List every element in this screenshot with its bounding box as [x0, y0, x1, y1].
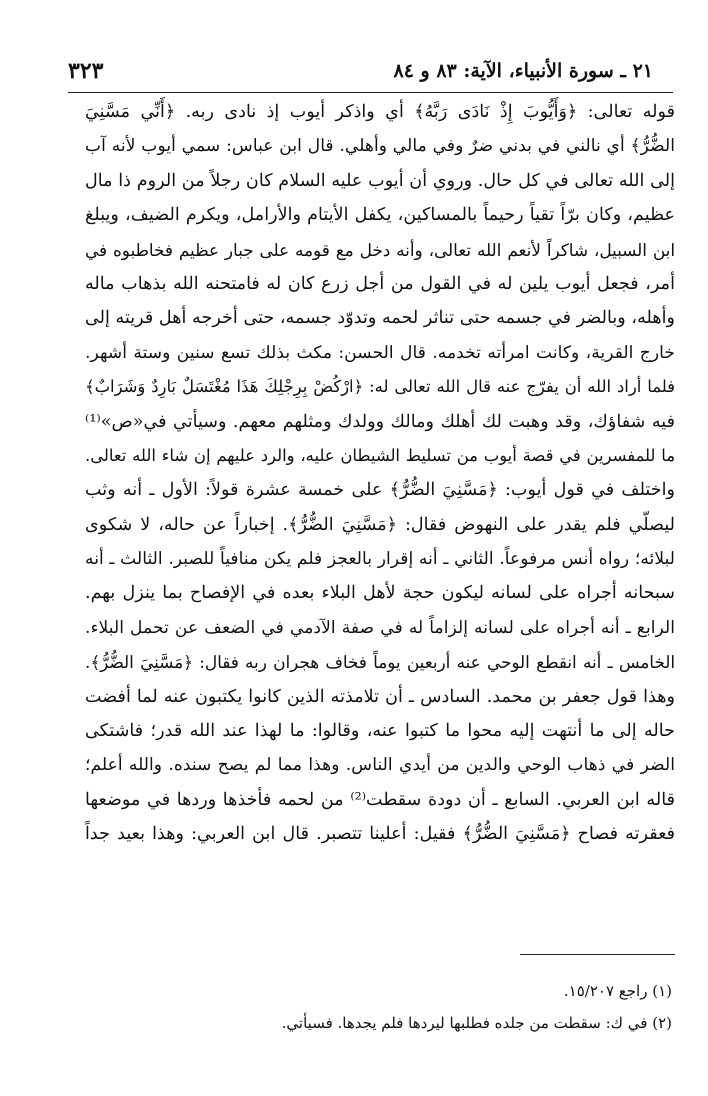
text-line: فيه شفاؤك، وقد وهبت لك أهلك ومالك وولدك ومثلهم معهم. وسيأتي في«ص»⁽¹⁾	[85, 411, 675, 432]
text-line: قوله تعالى: ﴿وَأَيُّوبَ إِذْ نَادَى رَبَّهُ﴾ أي واذكر أيوب إذ نادى ربه. ﴿أَنِّي مَسَّنِيَ	[85, 102, 675, 122]
text-line: فعقرته فصاح ﴿مَسَّنِيَ الضُّرُّ﴾ فقيل: أعلينا تتصبر. قال ابن العربي: وهذا بعيد جداً	[85, 824, 675, 845]
text-line: عظيم، وكان برّاً تقياً رحيماً بالمساكين، يكفل الأيتام والأرامل، ويكرم الضيف، ويبلغ	[85, 205, 675, 226]
text-line: فلما أراد الله أن يفرّج عنه قال الله تعالى له: ﴿ارْكُضْ بِرِجْلِكَ هَذَا مُغْتَسَلٌ بَارِدٌ وَشَرَابٌ﴾	[85, 377, 675, 397]
text-line: حاله إلى ما أنتهت إليه محوا ما كتبوا عنه، وقالوا: ما لهذا عند الله قدر؛ فاشتكى	[85, 721, 675, 742]
footnote-divider	[520, 954, 675, 955]
header-divider	[68, 92, 673, 93]
text-line: خارج القرية، وكانت امرأته تخدمه. قال الحسن: مكث بذلك تسع سنين وستة أشهر.	[85, 342, 675, 363]
text-line: ليصلّي فلم يقدر على النهوض فقال: ﴿مَسَّنِيَ الضُّرُّ﴾. إخباراً عن حاله، لا شكوى	[85, 514, 675, 535]
text-line: الخامس ـ أنه انقطع الوحي عنه أربعين يوماً فخاف هجران ربه فقال: ﴿مَسَّنِيَ الضُّرُّ﴾.	[85, 652, 675, 673]
running-head: ٢١ ـ سورة الأنبياء، الآية: ٨٣ و ٨٤	[393, 60, 653, 82]
text-line: الرابع ـ أنه أجراه على لسانه إلزاماً له في صفة الآدمي في الضعف عن تحمل البلاء.	[85, 617, 675, 638]
main-text	[85, 95, 675, 852]
text-line: وهذا قول جعفر بن محمد. السادس ـ أن تلامذته الذين كانوا يكتبون عنه لما أفضت	[85, 686, 675, 707]
text-line: قاله ابن العربي. السابع ـ أن دودة سقطت⁽²⁾ من لحمه فأخذها وردها في موضعها	[85, 789, 675, 810]
text-line: الضر في ذهاب الوحي والدين من أيدي الناس. وهذا مما لم يصح سنده. والله أعلم؛	[85, 755, 675, 776]
footnotes	[72, 975, 672, 1039]
footnote-item: (١) راجع ١٥/٢٠٧.	[563, 982, 672, 1000]
page-header	[68, 58, 673, 90]
text-line: أمر، فجعل أيوب يلين له في القول من أجل زرع كان له فامتحنه الله بذهاب ماله	[85, 273, 675, 294]
text-line: ابن السبيل، شاكراً لأنعم الله تعالى، وأنه دخل مع قومه على جبار عظيم فخاطبوه في	[85, 239, 675, 260]
text-line: إلى الله تعالى في كل حال. وروي أن أيوب عليه السلام كان رجلاً من الروم ذا مال	[85, 170, 675, 191]
text-line: الضُّرُّ﴾ أي نالني في بدني ضرٌ وفي مالي وأهلي. قال ابن عباس: سمي أيوب لأنه آب	[85, 136, 675, 157]
page-number: ٣٢٣	[68, 58, 104, 84]
footnote-item: (٢) في ك: سقطت من جلده فطلبها ليردها فلم يجدها. فسيأتي.	[281, 1014, 672, 1032]
text-line: لبلائه؛ رواه أنس مرفوعاً. الثاني ـ أنه إقرار بالعجز فلم يكن منافياً للصبر. الثالث ـ أنه	[85, 549, 675, 570]
text-line: واختلف في قول أيوب: ﴿مَسَّنِيَ الضُّرُّ﴾ على خمسة عشرة قولاً: الأول ـ أنه وثب	[85, 480, 675, 501]
text-line: سبحانه أجراه على لسانه ليكون حجة لأهل البلاء بعده في الإفصاح بما ينزل بهم.	[85, 583, 675, 604]
text-line: وأهله، وبالضر في جسمه حتى تناثر لحمه وتدوّد جسمه، حتى أخرجه أهل قريته إلى	[85, 308, 675, 329]
text-line: ما للمفسرين في قصة أيوب من تسليط الشيطان عليه، والرد عليهم إن شاء الله تعالى.	[85, 445, 675, 465]
